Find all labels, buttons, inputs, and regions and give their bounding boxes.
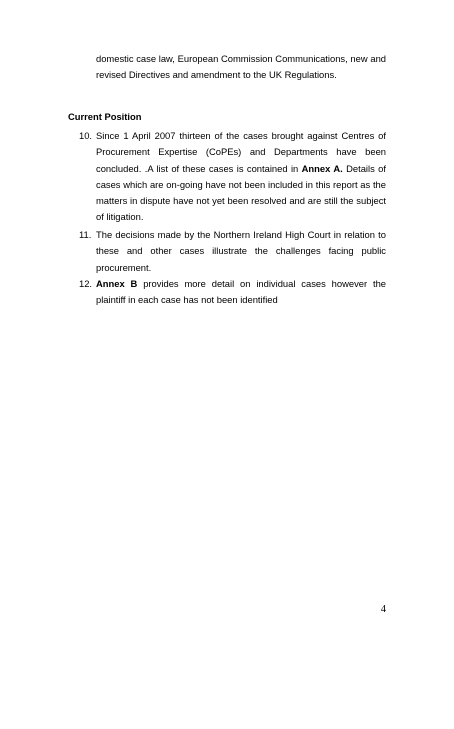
annex-b-reference: Annex B xyxy=(96,278,138,289)
section-heading-current-position: Current Position xyxy=(68,111,142,122)
page-number: 4 xyxy=(380,604,386,615)
paragraph-text: provides more detail on individual cases however the plaintiff in each case has not been identified xyxy=(96,278,386,306)
paragraph-body xyxy=(96,227,386,276)
paragraph-number: 11. xyxy=(79,229,92,240)
annex-a-reference: Annex A. xyxy=(301,162,343,174)
lead-paragraph: domestic case law, European Commission Communications, new and revised Directives and amendment to the UK Regulations. xyxy=(96,53,386,81)
paragraph-number: 12. xyxy=(79,278,93,289)
paragraph-body xyxy=(96,128,386,226)
paragraph-number: 10. xyxy=(79,130,93,141)
paragraph-text: Since 1 April 2007 thirteen of the cases brought against Centres of Procurement Expertise (CoPEs) and Departments have been concluded. .A list of these cases is contained in xyxy=(96,130,386,174)
paragraph-body xyxy=(96,276,386,309)
paragraph-text-continued: Details of cases which are on-going have not been included in this report as the matters in dispute have not yet been resolved and are still the subject of litigation. xyxy=(96,162,386,223)
paragraph-text: The decisions made by the Northern Ireland High Court in relation to these and other cases illustrate the challenges facing public procurement. xyxy=(96,229,386,273)
